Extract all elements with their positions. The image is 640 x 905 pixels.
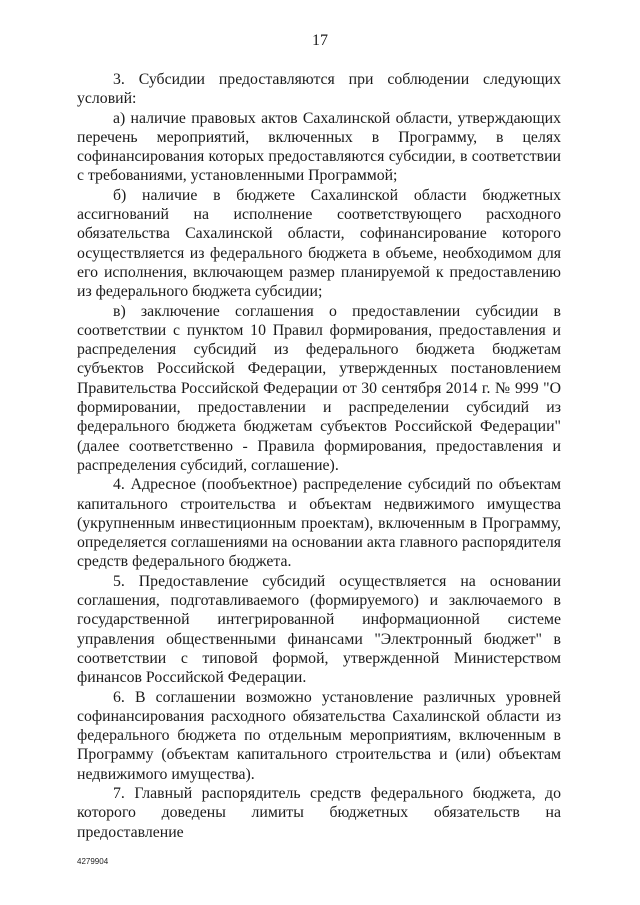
page-number: 17 xyxy=(312,32,328,49)
document-code: 4279904 xyxy=(77,857,109,866)
paragraph-condition-b: б) наличие в бюджете Сахалинской области бюджетных ассигнований на исполнение соответствующего расходного обязательства Сахалинской области, софинансирование которого осуществляется из федерального бюджета в объеме, необходимом для его исполнения, включающем размер планируемой к предоставлению из федерального бюджета субсидии; xyxy=(77,186,561,301)
paragraph-item-7: 7. Главный распорядитель средств федерального бюджета, до которого доведены лимиты бюджетных обязательств на предоставление xyxy=(77,784,561,841)
paragraph-conditions-intro: 3. Субсидии предоставляются при соблюдении следующих условий: xyxy=(77,71,561,108)
paragraph-item-5: 5. Предоставление субсидий осуществляется на основании соглашения, подготавливаемого (формируемого) и заключаемого в государственной интегрированной информационной системе управления общественными финансами "Электронный бюджет" в соответствии с типовой формой, утвержденной Министерством финансов Российской Федерации. xyxy=(77,572,561,687)
paragraph-item-6: 6. В соглашении возможно установление различных уровней софинансирования расходного обязательства Сахалинской области из федерального бюджета по отдельным мероприятиям, включенным в Программу (объектам капитального строительства и (или) объектам недвижимого имущества). xyxy=(77,688,561,783)
document-body xyxy=(77,70,561,842)
paragraph-condition-c: в) заключение соглашения о предоставлении субсидии в соответствии с пунктом 10 Правил формирования, предоставления и распределения субсидий из федерального бюджета бюджетам субъектов Российской Федерации, утвержденных постановлением Правительства Российской Федерации от 30 сентября 2014 г. № 999 "О формировании, предоставлении и распределении субсидий из федерального бюджета бюджетам субъектов Российской Федерации" (далее соответственно - Правила формирования, предоставления и распределения субсидий, соглашение). xyxy=(77,302,561,474)
paragraph-item-4: 4. Адресное (пообъектное) распределение субсидий по объектам капитального строительства и объектам недвижимого имущества (укрупненным инвестиционным проектам), включенным в Программу, определяется соглашениями на основании акта главного распорядителя средств федерального бюджета. xyxy=(77,476,561,571)
paragraph-condition-a: а) наличие правовых актов Сахалинской области, утверждающих перечень мероприятий, включенных в Программу, в целях софинансирования которых предоставляются субсидии, в соответствии с требованиями, установленными Программой; xyxy=(77,109,561,185)
